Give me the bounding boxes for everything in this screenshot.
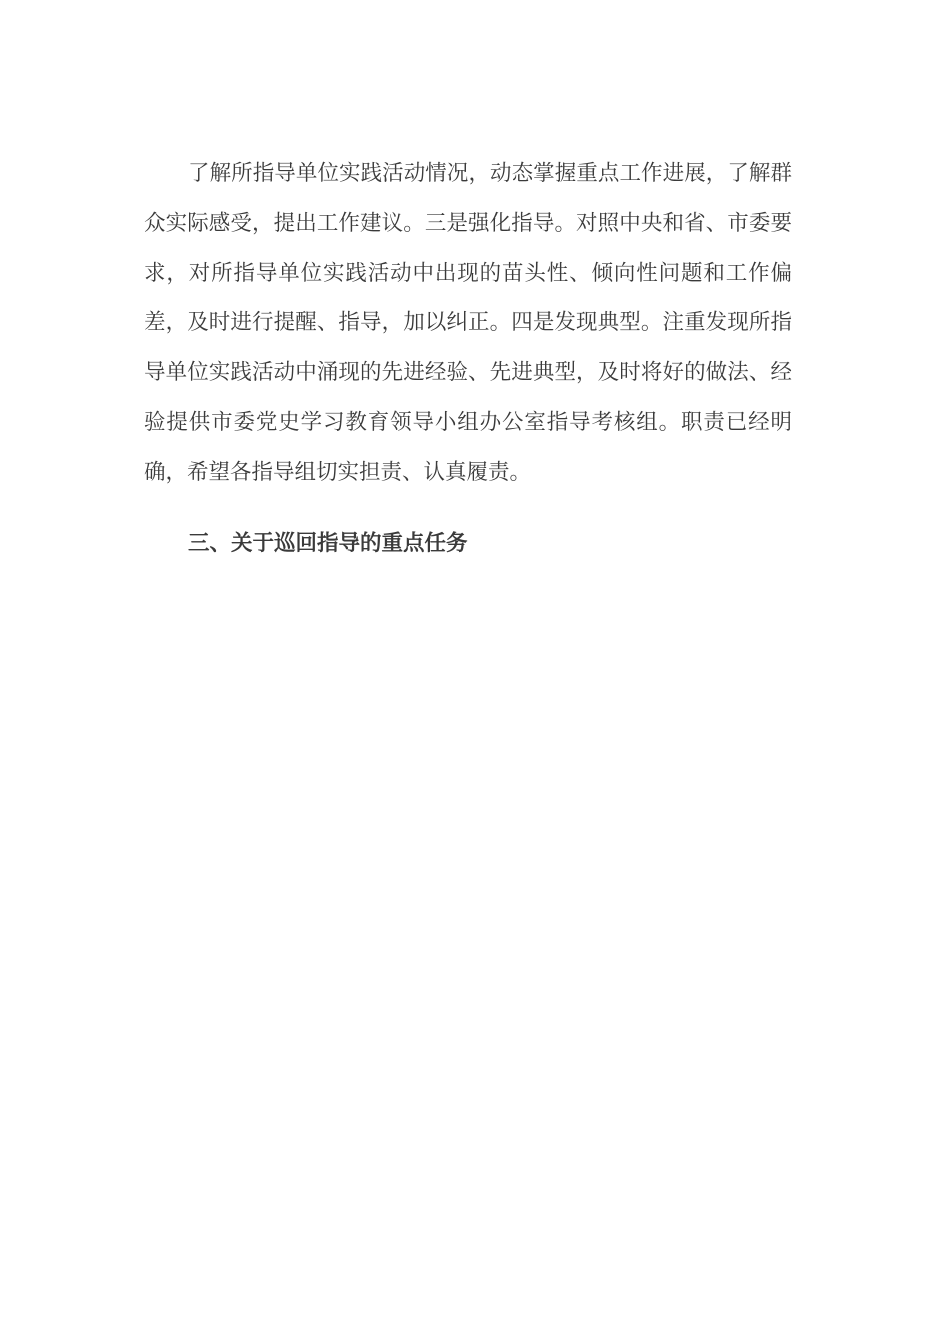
section-heading: 三、关于巡回指导的重点任务 bbox=[188, 531, 468, 556]
body-paragraph: 了解所指导单位实践活动情况，动态掌握重点工作进展，了解群众实际感受，提出工作建议。三是强化指导。对照中央和省、市委要求，对所指导单位实践活动中出现的苗头性、倾向性问题和工作偏差，及时进行提醒、指导，加以纠正。四是发现典型。注重发现所指导单位实践活动中涌现的先进经验、先进典型，及时将好的做法、经验提供市委党史学习教育领导小组办公室指导考核组。职责已经明确，希望各指导组切实担责、认真履责。 bbox=[144, 161, 792, 485]
